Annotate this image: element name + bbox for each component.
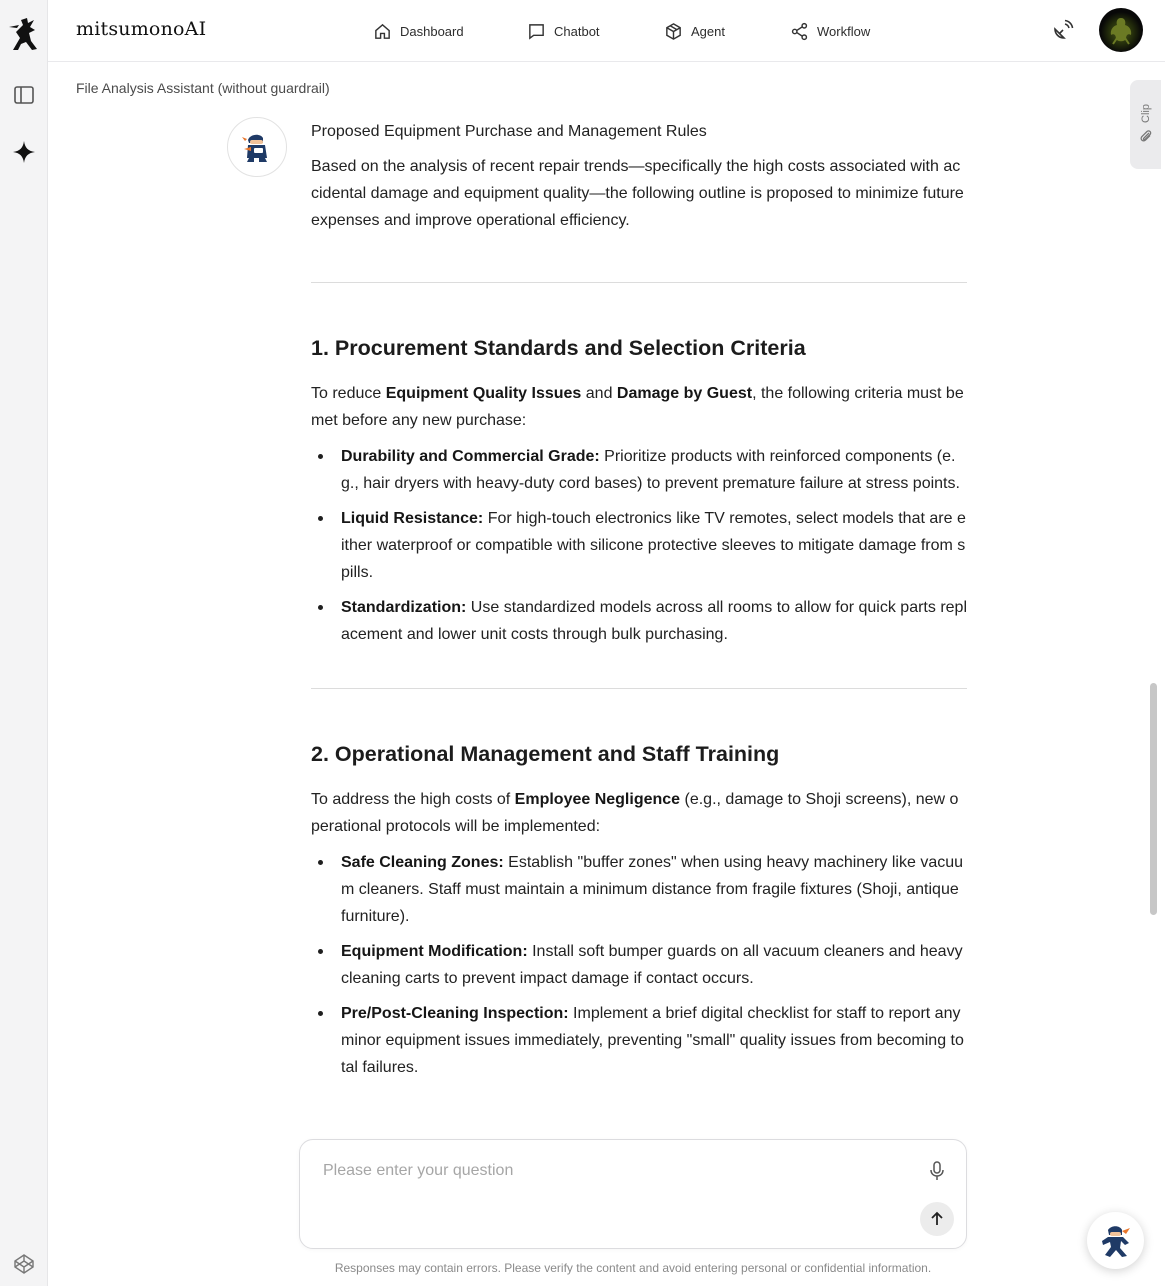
- message-title: Proposed Equipment Purchase and Management Rules: [311, 123, 707, 140]
- assistant-fab-button[interactable]: [1087, 1212, 1144, 1269]
- ninja-logo-icon[interactable]: [7, 16, 41, 52]
- section-2-list: [311, 849, 967, 1081]
- sparkle-icon[interactable]: [12, 140, 36, 164]
- sidebar-toggle-icon[interactable]: [12, 83, 36, 107]
- section-1-lead: To reduce Equipment Quality Issues and Damage by Guest, the following criteria must be met before any new purchase:: [311, 385, 964, 429]
- left-rail: [0, 0, 48, 1286]
- home-icon: [373, 22, 392, 41]
- ninja-bot-icon: [239, 129, 275, 165]
- microphone-icon[interactable]: [926, 1160, 948, 1182]
- top-header: [48, 0, 1165, 62]
- question-input[interactable]: [323, 1162, 903, 1202]
- nav-workflow[interactable]: [790, 0, 870, 62]
- nav-label: Dashboard: [400, 23, 464, 39]
- cube-icon: [664, 22, 683, 41]
- divider: [311, 688, 967, 689]
- bot-avatar: [227, 117, 287, 177]
- list-item: Pre/Post-Cleaning Inspection: Implement a brief digital checklist for staff to report any minor equipment issues immediately, preventing "small" quality issues from becoming total failures.: [311, 1000, 967, 1081]
- scrollbar-track[interactable]: [1146, 62, 1160, 1130]
- codepen-icon[interactable]: [12, 1252, 36, 1276]
- chat-input-box: [299, 1139, 967, 1249]
- page-title: File Analysis Assistant (without guardrail): [76, 80, 330, 96]
- nav-agent[interactable]: [664, 0, 725, 62]
- nav-label: Workflow: [817, 23, 871, 39]
- share-nodes-icon: [790, 22, 809, 41]
- disclaimer-text: Responses may contain errors. Please verify the content and avoid entering personal or confidential information.: [334, 1261, 932, 1275]
- nav-chatbot[interactable]: [527, 0, 600, 62]
- list-item: Liquid Resistance: For high-touch electronics like TV remotes, select models that are either waterproof or compatible with silicone protective sleeves to mitigate damage from spills.: [311, 505, 967, 586]
- message-intro: Based on the analysis of recent repair trends—specifically the high costs associated with accidental damage and equipment quality—the following outline is proposed to minimize future expenses and improve operational efficiency.: [311, 158, 964, 229]
- section-1-heading: 1. Procurement Standards and Selection Criteria: [311, 336, 806, 360]
- divider: [311, 282, 967, 283]
- section-1-list: [311, 443, 967, 648]
- arrow-up-icon: [928, 1210, 946, 1228]
- chat-bubble-icon: [527, 22, 546, 41]
- list-item: Equipment Modification: Install soft bumper guards on all vacuum cleaners and heavy cleaning carts to prevent impact damage if contact occurs.: [311, 938, 967, 992]
- section-2-heading: 2. Operational Management and Staff Training: [311, 742, 780, 766]
- list-item: Safe Cleaning Zones: Establish "buffer zones" when using heavy machinery like vacuum cleaners. Staff must maintain a minimum distance from fragile fixtures (Shoji, antique furniture).: [311, 849, 967, 930]
- send-button[interactable]: [920, 1202, 954, 1236]
- satellite-dish-icon[interactable]: [1051, 18, 1075, 42]
- scrollbar-thumb[interactable]: [1150, 683, 1157, 915]
- list-item: Standardization: Use standardized models across all rooms to allow for quick parts replacement and lower unit costs through bulk purchasing.: [311, 594, 967, 648]
- ninja-mascot-icon: [1096, 1221, 1136, 1261]
- assistant-message: [311, 118, 967, 1089]
- user-avatar[interactable]: [1099, 8, 1143, 52]
- clip-label: Clip: [1139, 104, 1152, 123]
- nav-label: Agent: [691, 23, 725, 39]
- list-item: Durability and Commercial Grade: Prioritize products with reinforced components (e.g., hair dryers with heavy-duty cord bases) to prevent premature failure at stress points.: [311, 443, 967, 497]
- section-2-lead: To address the high costs of Employee Negligence (e.g., damage to Shoji screens), new operational protocols will be implemented:: [311, 791, 959, 835]
- nav-label: Chatbot: [554, 23, 600, 39]
- brand-name[interactable]: mitsumonoAI: [76, 18, 207, 40]
- nav-dashboard[interactable]: [373, 0, 464, 62]
